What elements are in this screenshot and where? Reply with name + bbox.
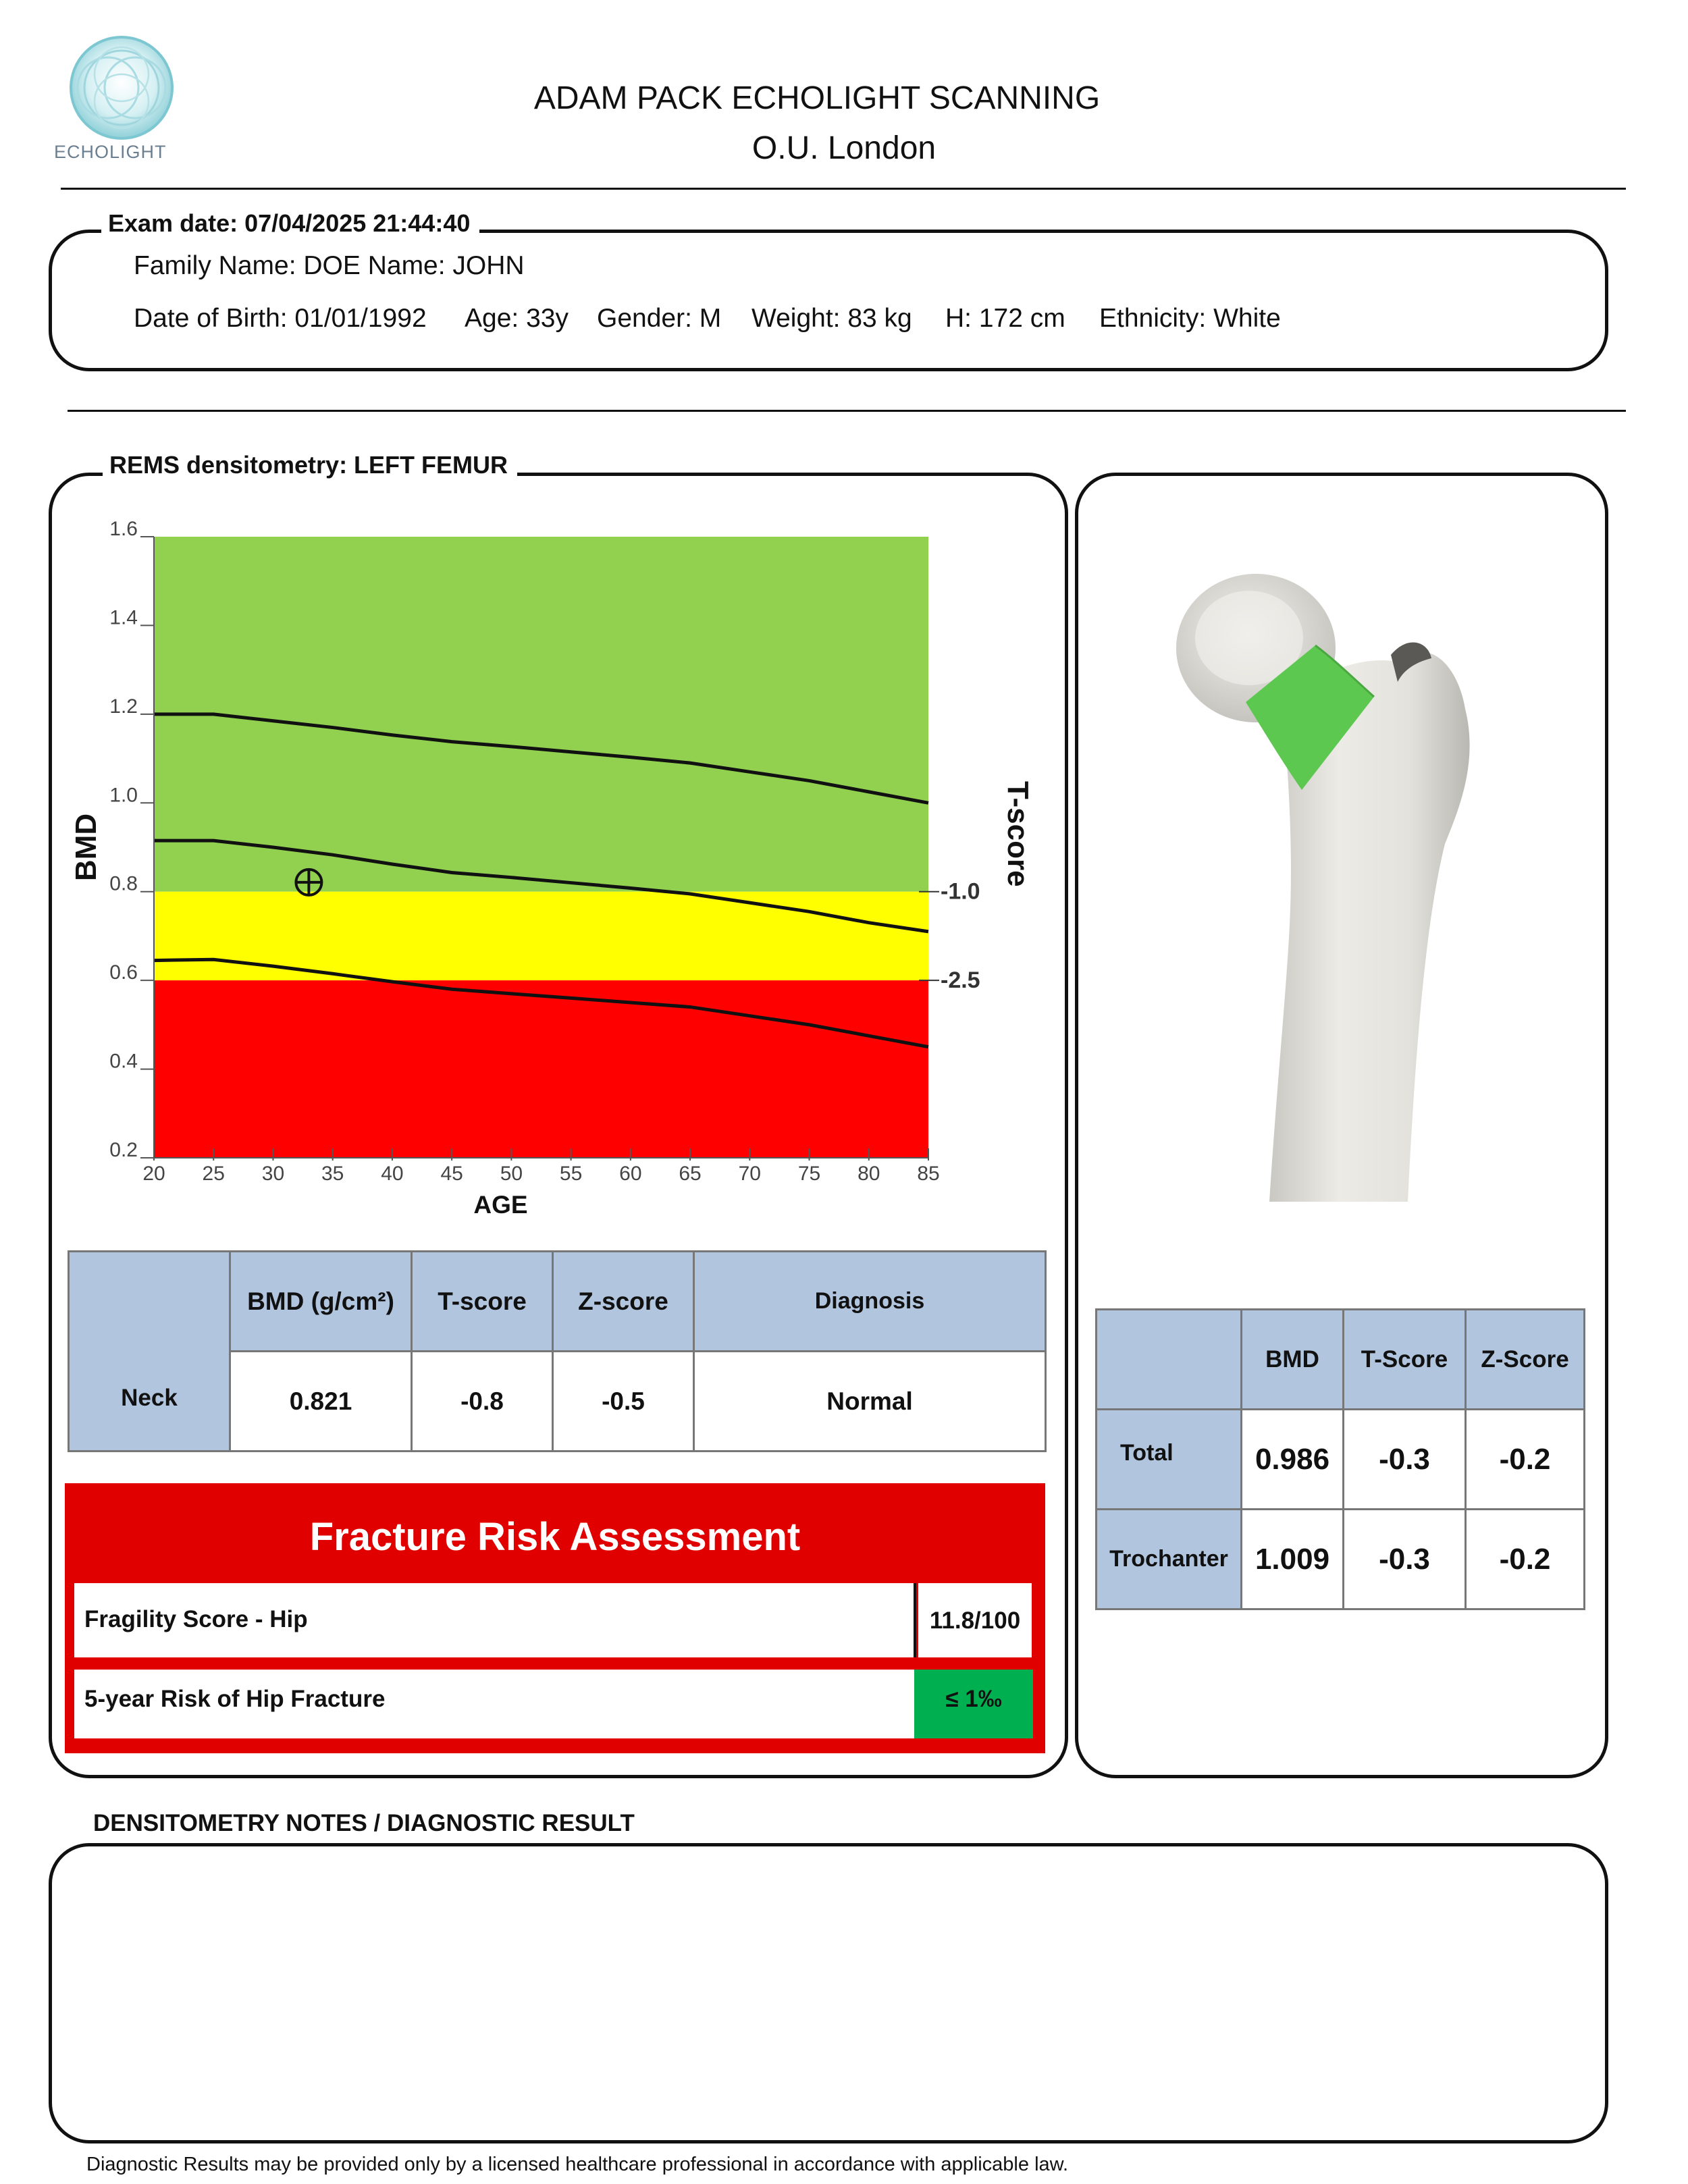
y-tick-label: 1.0 <box>109 784 138 807</box>
x-tick-label: 35 <box>321 1163 344 1185</box>
x-tick-label: 55 <box>559 1163 583 1185</box>
y-tick-label: 0.4 <box>109 1050 138 1073</box>
patient-weight: Weight: 83 kg <box>751 304 912 333</box>
patient-gender: Gender: M <box>597 304 722 333</box>
x-tick-label: 20 <box>142 1163 165 1185</box>
total-bmd-value: 0.986 <box>1242 1410 1344 1510</box>
hip-fracture-risk-value: ≤ 1‰ <box>945 1686 1002 1712</box>
notes-box[interactable] <box>49 1843 1608 2143</box>
neck-bmd-value: 0.821 <box>230 1352 412 1451</box>
exam-date: Exam date: 07/04/2025 21:44:40 <box>101 209 479 238</box>
side-header-bmd: BMD <box>1242 1310 1344 1410</box>
neck-diagnosis-value: Normal <box>694 1352 1046 1451</box>
trochanter-bmd-value: 1.009 <box>1242 1510 1344 1609</box>
total-tscore-value: -0.3 <box>1344 1410 1466 1510</box>
header-diagnosis: Diagnosis <box>694 1252 1046 1352</box>
x-tick-label: 60 <box>619 1163 642 1185</box>
section-title: REMS densitometry: LEFT FEMUR <box>103 451 517 479</box>
header-zscore: Z-score <box>553 1252 694 1352</box>
header-bmd: BMD (g/cm²) <box>230 1252 412 1352</box>
patient-ethnicity: Ethnicity: White <box>1099 304 1281 333</box>
trochanter-row-label: Trochanter <box>1097 1510 1242 1609</box>
notes-title: DENSITOMETRY NOTES / DIAGNOSTIC RESULT <box>93 1810 635 1836</box>
y-tick-label: 0.8 <box>109 872 138 895</box>
y-tick-label: 0.6 <box>109 961 138 984</box>
x-tick-label: 25 <box>202 1163 225 1185</box>
bmd-age-chart <box>61 520 1060 1235</box>
y-tick-label: 1.6 <box>109 520 138 540</box>
info-divider <box>68 410 1626 412</box>
fragility-divider <box>914 1583 916 1657</box>
x-axis-title: AGE <box>473 1191 528 1219</box>
patient-height: H: 172 cm <box>945 304 1065 333</box>
y-axis-title: BMD <box>70 813 103 882</box>
x-tick-label: 65 <box>679 1163 702 1185</box>
x-tick-label: 70 <box>738 1163 761 1185</box>
patient-dob: Date of Birth: 01/01/1992 <box>134 304 427 333</box>
tscore-tick-label: -1.0 <box>941 878 980 905</box>
side-header-tscore: T-Score <box>1344 1310 1466 1410</box>
y2-axis-title: T-score <box>1001 781 1034 887</box>
neck-row-label: Neck <box>69 1252 230 1451</box>
clinic-location: O.U. London <box>751 130 937 166</box>
neck-tscore-value: -0.8 <box>412 1352 553 1451</box>
y-tick-label: 0.2 <box>109 1139 138 1161</box>
header-divider <box>61 188 1626 190</box>
chart-band-2 <box>154 980 928 1158</box>
side-header-zscore: Z-Score <box>1466 1310 1585 1410</box>
patient-name: Family Name: DOE Name: JOHN <box>134 251 525 280</box>
chart-svg <box>61 520 1060 1235</box>
fracture-risk-title: Fracture Risk Assessment <box>309 1515 801 1559</box>
footer-disclaimer: Diagnostic Results may be provided only by a licensed healthcare professional in accordance with applicable law. <box>86 2154 1069 2175</box>
x-tick-label: 30 <box>261 1163 285 1185</box>
y-tick-label: 1.2 <box>109 695 138 718</box>
x-tick-label: 75 <box>797 1163 821 1185</box>
fragility-score-label: Fragility Score - Hip <box>84 1606 308 1632</box>
trochanter-zscore-value: -0.2 <box>1466 1510 1585 1609</box>
hip-fracture-label: 5-year Risk of Hip Fracture <box>84 1686 386 1712</box>
chart-band-0 <box>154 537 928 892</box>
x-tick-label: 80 <box>858 1163 880 1185</box>
trochanter-tscore-value: -0.3 <box>1344 1510 1466 1609</box>
femur-illustration <box>1175 520 1492 1202</box>
x-tick-label: 40 <box>381 1163 404 1185</box>
x-tick-label: 45 <box>440 1163 463 1185</box>
x-tick-label: 50 <box>500 1163 523 1185</box>
y-tick-label: 1.4 <box>109 606 138 629</box>
total-row-label: Total <box>1097 1410 1242 1510</box>
neck-results-table <box>68 1250 1047 1452</box>
hip-regions-table <box>1095 1308 1585 1610</box>
header-tscore: T-score <box>412 1252 553 1352</box>
side-table-corner <box>1097 1310 1242 1410</box>
neck-zscore-value: -0.5 <box>553 1352 694 1451</box>
clinic-title: ADAM PACK ECHOLIGHT SCANNING <box>533 80 1101 116</box>
logo-text: ECHOLIGHT <box>54 142 167 162</box>
x-tick-label: 85 <box>917 1163 940 1185</box>
total-zscore-value: -0.2 <box>1466 1410 1585 1510</box>
patient-age: Age: 33y <box>465 304 569 333</box>
femur-bone-icon <box>1175 520 1492 1202</box>
fragility-score-value: 11.8/100 <box>929 1607 1021 1634</box>
tscore-tick-label: -2.5 <box>941 967 980 994</box>
